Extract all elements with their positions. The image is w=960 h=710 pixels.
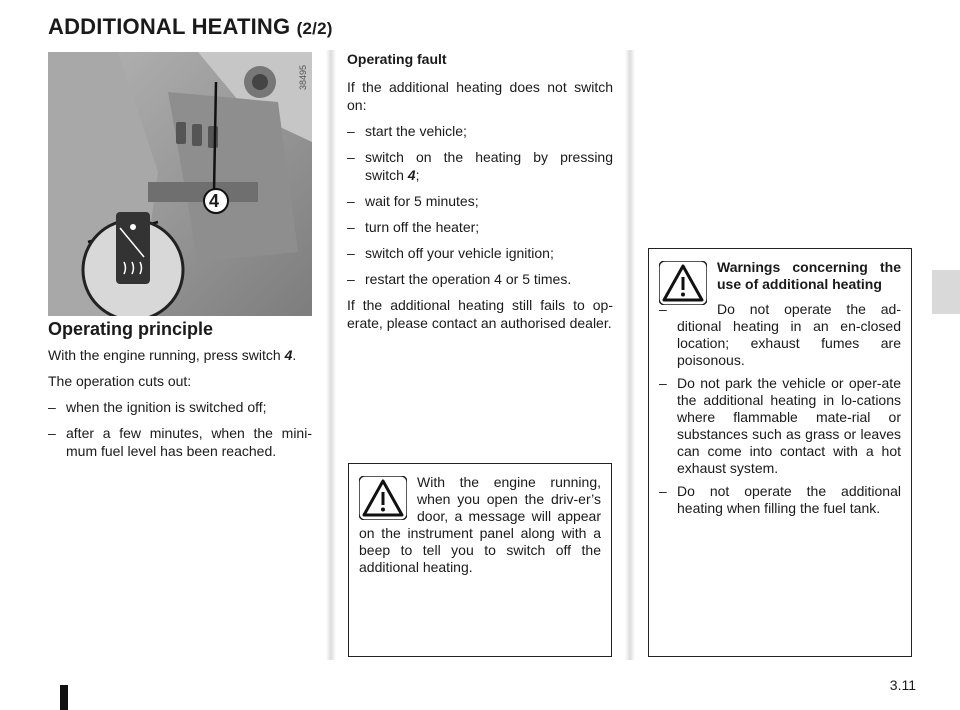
text: With the engine running, press switch: [48, 347, 285, 363]
corner-mark: [60, 685, 68, 710]
paragraph: The operation cuts out:: [48, 373, 192, 389]
figure-code: 38495: [298, 64, 308, 90]
section-tab: [932, 270, 960, 314]
warning-heading: Warnings concerning the use of additional heating: [717, 259, 901, 292]
column-separator: [625, 50, 635, 660]
text: switch on the heating by pressing switch: [365, 149, 613, 183]
paragraph: If the additional heating still fails to op-erate, please contact an authorised dealer.: [347, 297, 613, 331]
dashboard-illustration: [48, 52, 312, 316]
list-item: – turn off the heater;: [347, 218, 613, 236]
warning-item: – Do not operate the additional heating when filling the fuel tank.: [659, 483, 901, 517]
title-part: (2/2): [296, 19, 333, 38]
switch-number: 4: [284, 347, 293, 363]
list-item: – when the ignition is switched off;: [48, 398, 312, 416]
text: .: [292, 347, 297, 363]
warning-box: [648, 248, 912, 657]
title-text: ADDITIONAL HEATING: [48, 14, 291, 39]
page-title: [48, 14, 333, 40]
text: ;: [415, 167, 420, 183]
list-item: – after a few minutes, when the mini-mum fuel level has been reached.: [48, 424, 312, 460]
callout-number: 4: [209, 191, 220, 211]
warning-item: – Do not park the vehicle or oper-ate the additional heating in lo-cations where flammable mate-rial or substances such as grass or leaves can come into contact with a hot exhaust system.: [659, 375, 901, 477]
section-heading: Operating principle: [48, 319, 214, 339]
switch-number: 4: [407, 167, 416, 183]
operating-fault-section: [347, 50, 613, 340]
column-separator: [326, 50, 336, 660]
paragraph: If the additional heating does not switch on:: [347, 79, 613, 113]
page-number: 3.11: [889, 677, 916, 693]
warning-text: With the engine running, when you open the driv-er’s door, a message will appear on the instrument panel along with a beep to tell you to switch off the additional heating.: [359, 474, 601, 575]
list-item: – start the vehicle;: [347, 122, 613, 140]
operating-principle-section: [48, 320, 312, 468]
warning-triangle-icon: [659, 261, 707, 305]
paragraph: [48, 346, 312, 364]
list-item: – switch off your vehicle ignition;: [347, 244, 613, 262]
list-item: [347, 148, 613, 184]
list-item: – restart the operation 4 or 5 times.: [347, 270, 613, 288]
warning-item: – Do not operate the ad-ditional heating in an en-closed location; exhaust fumes are poisonous.: [659, 301, 901, 369]
list-item: – wait for 5 minutes;: [347, 192, 613, 210]
section-heading: Operating fault: [347, 51, 447, 67]
warning-box: [348, 463, 612, 657]
warning-triangle-icon: [359, 476, 407, 520]
